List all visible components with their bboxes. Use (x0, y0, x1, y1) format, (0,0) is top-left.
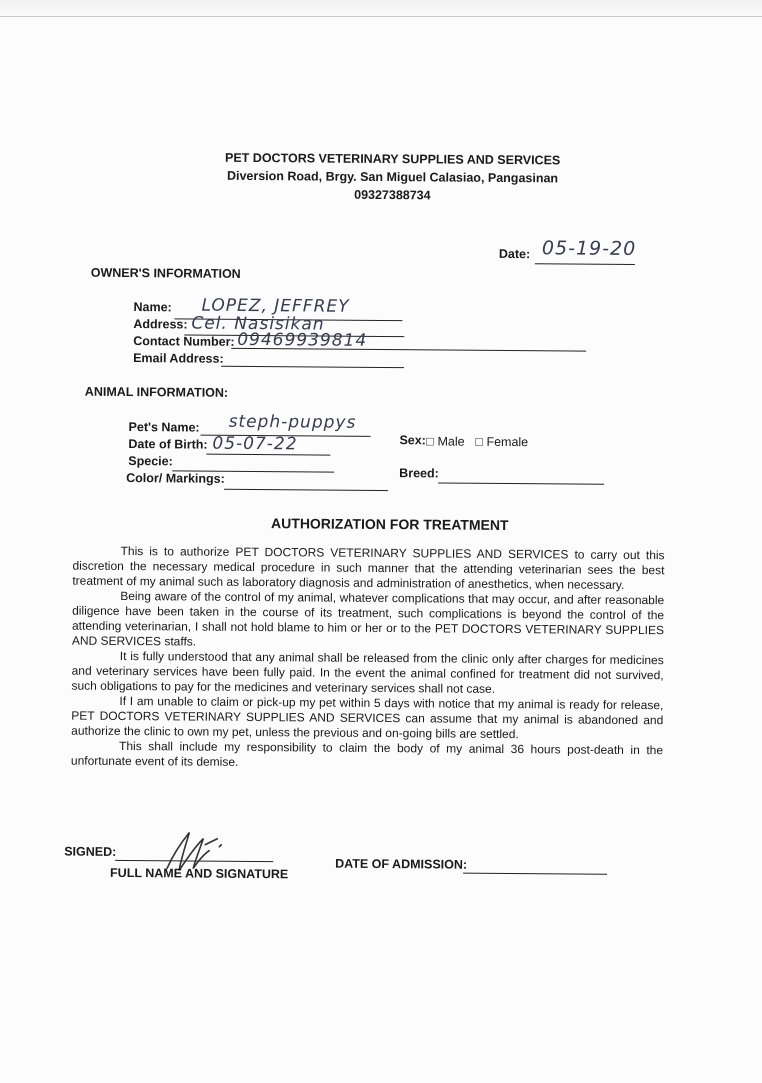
owner-name-value[interactable]: LOPEZ, JEFFREY (201, 295, 350, 317)
owner-email-line (221, 366, 404, 368)
clinic-name: PET DOCTORS VETERINARY SUPPLIES AND SERVICES (224, 150, 561, 168)
clinic-phone: 09327388734 (354, 187, 431, 203)
owner-address-value[interactable]: Cel. Nasisikan (191, 313, 325, 335)
clinic-address: Diversion Road, Brgy. San Miguel Calasiao, Pangasinan (226, 168, 559, 186)
dob-value[interactable]: 05-07-22 (212, 433, 298, 455)
authorization-body (71, 544, 665, 774)
sex-label: Sex: (399, 433, 426, 448)
owner-email-label: Email Address: (133, 351, 224, 366)
authorization-paragraph: Being aware of the control of my animal, whatever complications that may occur, and after reasonable diligence have been taken in the course of its treatment, such complications is beyond the control of the attending veterinarian, I shall not hold blame to him or her or to the PET DOCTORS VETERINARY SUPPLIES AND SERVICES staffs. (71, 588, 665, 649)
authorization-title: AUTHORIZATION FOR TREATMENT (271, 515, 509, 534)
authorization-paragraph: This is to authorize PET DOCTORS VETERINARY SUPPLIES AND SERVICES to carry out this discretion the necessary medical procedure in such manner that the attending veterinarian sees the best treatment of my animal such as laboratory diagnosis and administration of anesthetics, when necessary. (72, 543, 665, 592)
sex-female-checkbox[interactable]: □ Female (475, 434, 529, 450)
date-label: Date: (498, 246, 531, 262)
color-markings-line (224, 489, 388, 491)
date-value[interactable]: 05-19-20 (541, 237, 637, 261)
date-line (535, 263, 635, 265)
signed-label: SIGNED: (64, 844, 117, 859)
owner-address-label: Address: (133, 317, 188, 332)
specie-label: Specie: (128, 454, 173, 469)
owner-heading: OWNER'S INFORMATION (90, 265, 241, 281)
owner-contact-value[interactable]: 09469939814 (237, 329, 368, 351)
owner-name-label: Name: (133, 300, 172, 315)
signature-caption: FULL NAME AND SIGNATURE (110, 865, 289, 882)
dob-label: Date of Birth: (128, 437, 208, 452)
pet-name-value[interactable]: steph-puppys (228, 411, 357, 433)
admission-date-label: DATE OF ADMISSION: (335, 856, 468, 872)
authorization-paragraph: If I am unable to claim or pick-up my pet within 5 days with notice that my animal is ready for release, PET DOCTORS VETERINARY SUPPLIES AND SERVICES can assume that my animal is abandoned and authorize the clinic to own my pet, unless the previous and on-going bills are settled. (71, 693, 664, 742)
authorization-paragraph: It is fully understood that any animal shall be released from the clinic only after charges for medicines and veterinary services have been fully paid. In the event the animal confined for treatment did not survived, such obligations to pay for the medicines and veterinary services shall not case. (71, 648, 664, 696)
owner-contact-label: Contact Number: (133, 334, 235, 349)
sex-male-checkbox[interactable]: □ Male (426, 434, 465, 449)
animal-heading: ANIMAL INFORMATION: (84, 384, 229, 400)
breed-line (438, 482, 604, 484)
authorization-paragraph: This shall include my responsibility to claim the body of my animal 36 hours post-death in the unfortunate event of its demise. (70, 738, 664, 769)
color-markings-label: Color/ Markings: (126, 471, 225, 486)
admission-date-line (463, 873, 607, 875)
pet-name-label: Pet's Name: (128, 420, 200, 435)
breed-label: Breed: (399, 466, 439, 481)
